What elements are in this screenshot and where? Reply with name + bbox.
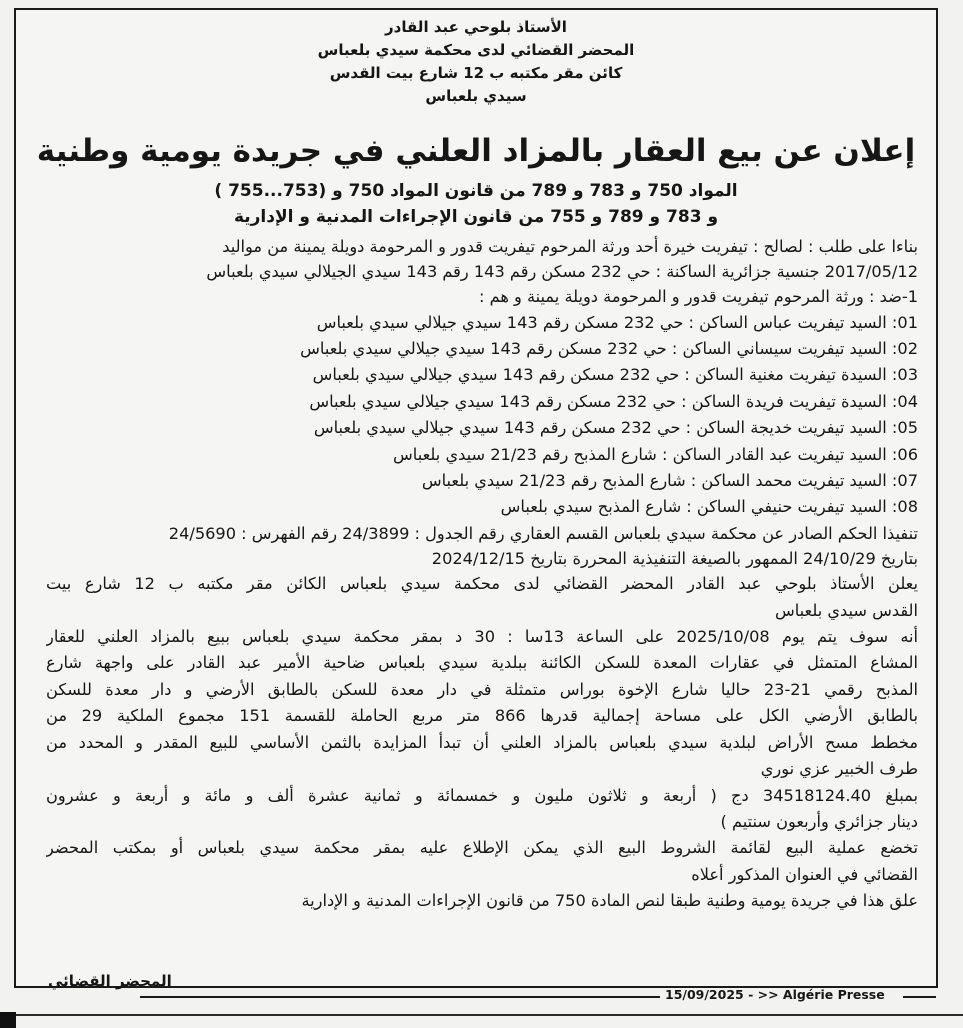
sale-line: طرف الخبير عزي نوري [760, 759, 918, 779]
price-line: بمبلغ 34518124.40 دج ( أربعة و ثلاثون مليون و خمسمائة و ثمانية عشرة ألف و مائة و أربعة و عشرون [46, 785, 918, 805]
heir-item: 01: السيد تيفريت عباس الساكن : حي 232 مسكن رقم 143 سيدي جيلالي سيدي بلعباس [316, 312, 918, 332]
notice-frame [14, 8, 938, 988]
heir-item: 07: السيد تيفريت محمد الساكن : شارع المذبح رقم 21/23 سيدي بلعباس [421, 471, 918, 491]
intro-line: 2017/05/12 جنسية جزائرية الساكنة : حي 232 مسكن رقم 143 رقم 143 سيدي الجيلالي سيدي بلعباس [206, 262, 918, 282]
bailiff-city: سيدي بلعباس [425, 87, 527, 105]
signature: المحضر القضائي [48, 972, 172, 990]
legal-reference-line: المواد 750 و 783 و 789 من قانون المواد 750 و (753...755 ) [214, 181, 738, 201]
sale-line: المذبح رقمي 21-23 حاليا شارع الإخوة بوراس متمثلة في دار معدة للسكن بالطابق الأرضي و دار معدة للسكن [46, 679, 918, 699]
conditions-line: تخضع عملية البيع لقائمة الشروط البيع الذي يمكن الإطلاع عليه بمقر محكمة سيدي بلعباس أو بمكتب المحضر [46, 838, 918, 858]
heir-item: 02: السيد تيفريت سيساني الساكن : حي 232 مسكن رقم 143 سيدي جيلالي سيدي بلعباس [300, 339, 918, 359]
intro-line: 1-ضد : ورثة المرحوم تيفريت قدور و المرحومة دويلة يمينة و هم : [478, 287, 918, 307]
page-bottom-rule [0, 1014, 963, 1016]
heir-item: 03: السيدة تيفريت مغنية الساكن : حي 232 مسكن رقم 143 سيدي جيلالي سيدي بلعباس [312, 365, 918, 385]
legal-references [16, 178, 936, 230]
price-line: دينار جزائري وأربعون سنتيم ) [720, 811, 918, 831]
announce-line: القدس سيدي بلعباس [774, 600, 918, 620]
sale-line: المشاع المتمثل في عقارات المعدة للسكن الكائنة ببلدية سيدي بلعباس ضاحية الأمير عبد القادر على واجهة شارع [46, 653, 918, 673]
notice-body [46, 234, 918, 915]
judgment-line: بتاريخ 24/10/29 الممهور بالصيغة التنفيذية المحررة بتاريخ 2024/12/15 [431, 549, 918, 569]
posting-line: علق هذا في جريدة يومية وطنية طبقا لنص المادة 750 من قانون الإجراءات المدنية و الإدارية [301, 891, 918, 911]
sale-line: مخطط مسح الأراض لبلدية سيدي بلعباس بالمزاد العلني أن تبدأ المزايدة بالثمن الأساسي للبيع المقدر و المحدد من [46, 732, 918, 752]
corner-mark [0, 1012, 16, 1028]
intro-line: بناءا على طلب : لصالح : تيفريت خيرة أحد ورثة المرحوم تيفريت قدور و المرحومة دويلة يمينة من مواليد [222, 237, 918, 256]
legal-reference-line: و 783 و 789 و 755 من قانون الإجراءات المدنية و الإدارية [233, 207, 719, 227]
sale-line: أنه سوف يتم يوم 2025/10/08 على الساعة 13سا : 30 د بمقر محكمة سيدي بلعباس ببيع بالمزاد العلني للعقار [46, 627, 918, 647]
heir-item: 05: السيد تيفريت خديجة الساكن : حي 232 مسكن رقم 143 سيدي جيلالي سيدي بلعباس [313, 418, 918, 438]
notice-header [16, 16, 936, 108]
heir-item: 08: السيد تيفريت حنيفي الساكن : شارع المذبح سيدي بلعباس [500, 497, 918, 517]
footer-source: 15/09/2025 - >> Algérie Presse [665, 987, 885, 1002]
footer-rule-right [903, 996, 936, 998]
bailiff-name: الأستاذ بلوحي عبد القادر [385, 18, 567, 36]
notice-title: إعلان عن بيع العقار بالمزاد العلني في جريدة يومية وطنية [36, 133, 916, 169]
footer-rule-left [140, 996, 660, 998]
heir-item: 04: السيدة تيفريت فريدة الساكن : حي 232 مسكن رقم 143 سيدي جيلالي سيدي بلعباس [309, 391, 918, 411]
announce-line: يعلن الأستاذ بلوحي عبد القادر المحضر القضائي لدى محكمة سيدي بلعباس الكائن مقر مكتبه ب 12 شارع بيت [46, 574, 918, 594]
bailiff-address: كائن مقر مكتبه ب 12 شارع بيت القدس [329, 64, 623, 82]
heir-item: 06: السيد تيفريت عبد القادر الساكن : شارع المذبح رقم 21/23 سيدي بلعباس [393, 444, 918, 464]
conditions-line: القضائي في العنوان المذكور أعلاه [691, 864, 918, 884]
sale-line: بالطابق الأرضي الكل على مساحة إجمالية قدرها 866 متر مربع الحاملة للقسمة 151 مجموع الملكية 29 من [46, 706, 918, 726]
judgment-line: تنفيذا الحكم الصادر عن محكمة سيدي بلعباس القسم العقاري رقم الجدول : 24/3899 رقم الفهرس : 24/5690 [168, 523, 918, 543]
bailiff-court: المحضر القضائي لدى محكمة سيدي بلعباس [317, 41, 635, 59]
